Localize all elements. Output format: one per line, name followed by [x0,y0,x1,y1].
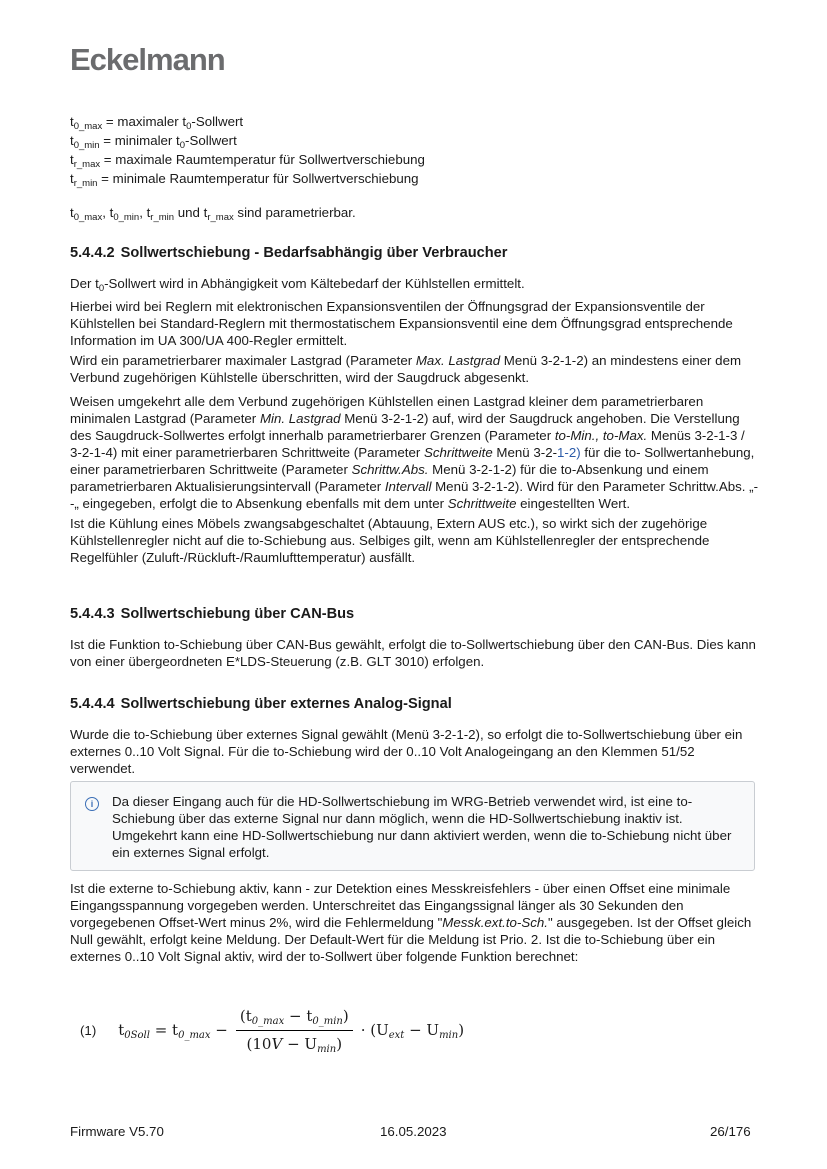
menu-link[interactable]: 1-2) [557,445,581,460]
formula-lhs: $t_{0Soll} = t_{0\_max}$ − [118,1021,228,1041]
paragraph: Hierbei wird bei Reglern mit elektronischen Expansionsventilen der Öffnungsgrad der Expansionsventile der Kühlstellen bei Standard-Reglern mit thermostatischem Expansionsventil eine dem Öffnungsgrad entsprechende Information im UA 300/UA 400-Regler ermittelt. [70,299,733,348]
text-segment: Menü 3-2-1-2) für die to-Absenkung und einem parametrierbaren Aktualisierungsintervall (Parameter [70,462,709,494]
paragraph: Der $t_0$-Sollwert wird in Abhängigkeit vom Kältebedarf der Kühlstellen ermittelt. [70,276,525,294]
note-text: Da dieser Eingang auch für die HD-Sollwertschiebung im WRG-Betrieb verwendet wird, ist eine to-Schiebung über das externe Signal nur dann möglich, wenn die HD-Sollwertschiebung inaktiv ist. Umgekehrt kann eine HD-Sollwertschiebung nur dann aktiviert werden, wenn die to-Schiebung nicht über ein externes Signal erfolgt. [112,794,732,860]
parameter-note: $t_{0\_max}$, $t_{0\_min}$, $t_{r\_min}$ und $t_{r\_max}$ sind parametrierbar. [70,205,356,223]
paragraph [70,393,760,512]
formula-number: (1) [80,1023,97,1038]
text-segment: für die to- Sollwertanhebung, einer parametrierbaren Schrittweite (Parameter [70,445,755,477]
text-segment: Menü 3-2- [492,445,558,460]
info-icon: i [85,797,99,811]
fraction: $\frac{(t_{0\_max} - t_{0\_min})}{(10V - U_{min})}$ [236,1006,353,1055]
paragraph: Wird ein parametrierbarer maximaler Lastgrad (Parameter Max. Lastgrad Menü 3-2-1-2) an mindestens einer dem Verbund zugehörigen Kühlstelle überschritten, wird der Saugdruck abgesenkt. [70,353,742,385]
text-segment: eingestellten Wert. [516,496,631,511]
footer-firmware: Firmware V5.70 [70,1124,164,1139]
formula-1 [80,1006,464,1055]
paragraph: Ist die Kühlung eines Möbels zwangsabgeschaltet (Abtauung, Extern AUS etc.), so wirkt sich der zugehörige Kühlstellenregler nicht auf die to-Schiebung aus. Selbiges gilt, wenn am Kühlstellenregler der entsprechende Regelfühler (Zuluft-/Rückluft-/Raumlufttemperatur) ausfällt. [70,516,710,565]
text-segment: Intervall [384,479,432,494]
text-segment: to-Min., to-Max. [554,428,648,443]
text-segment: Min. Lastgrad [259,411,341,426]
paragraph: Ist die externe to-Schiebung aktiv, kann - zur Detektion eines Messkreisfehlers - über einen Offset eine minimale Eingangsspannung vorgegeben werden. Unterschreitet das Eingangssignal länger als 30 Sekunden den vorgegebenen Offset-Wert minus 2%, wird die Fehlermeldung "Messk.ext.to-Sch." ausgegeben. Ist der Offset gleich Null gewählt, erfolgt keine Meldung. Der Default-Wert für die Meldung ist Prio. 2. Ist die to-Schiebung über ein externes 0..10 Volt Signal aktiv, wird der to-Sollwert über folgende Funktion berechnet: [70,881,752,964]
info-note-box [70,781,755,871]
paragraph: Wurde die to-Schiebung über externes Signal gewählt (Menü 3-2-1-2), so erfolgt die to-Sollwertschiebung über ein externes 0..10 Volt Signal. Für die to-Schiebung wird der 0..10 Volt Analogeingang an den Klemmen 51/52 verwendet. [70,727,743,776]
eckelmann-logo: Eckelmann [70,42,225,77]
footer-date: 16.05.2023 [380,1124,447,1139]
text-segment: Schrittweite [423,445,493,460]
text-segment: Menüs 3-2-1-3 / 3-2-1-4) mit einer parametrierbaren Schrittweite (Parameter [70,428,745,460]
definition-tr-max: $t_{r\_max}$ = maximale Raumtemperatur für Sollwertverschiebung [70,152,425,170]
paragraph: Ist die Funktion to-Schiebung über CAN-Bus gewählt, erfolgt die to-Sollwertschiebung über den CAN-Bus. Dies kann von einer übergeordneten E*LDS-Steuerung (z.B. GLT 3010) erfolgen. [70,637,756,669]
section-heading-5443: 5.4.4.3 Sollwertschiebung über CAN-Bus [70,606,355,622]
section-heading-5442: 5.4.4.2 Sollwertschiebung - Bedarfsabhängig über Verbraucher [70,245,508,261]
text-segment: Menü 3-2-1-2) auf, wird der Saugdruck angehoben. Die Verstellung des Saugdruck-Sollwertes erfolgt innerhalb parametrierbarer Grenzen (Parameter [70,411,740,443]
text-segment: Schrittw.Abs. [351,462,429,477]
text-segment: Schrittweite [447,496,517,511]
definition-tr-min: $t_{r\_min}$ = minimale Raumtemperatur für Sollwertverschiebung [70,171,419,189]
text-segment: Menü 3-2-1-2). Wird für den Parameter Schrittw.Abs. „--„ eingegeben, erfolgt die to Absenkung ebenfalls mit dem unter [70,479,759,511]
definition-t0-max: $t_{0\_max}$ = maximaler $t_0$-Sollwert [70,114,244,132]
footer-page-number: 26/176 [710,1124,751,1139]
text-segment: Weisen umgekehrt alle dem Verbund zugehörigen Kühlstellen einen Lastgrad kleiner dem parametrierbaren minimalen Lastgrad (Parameter [70,394,704,426]
definition-t0-min: $t_{0\_min}$ = minimaler $t_0$-Sollwert [70,133,237,151]
formula-tail: · $(U_{ext} - U_{min})$ [360,1021,465,1041]
definitions-list [70,112,760,188]
section-heading-5444: 5.4.4.4 Sollwertschiebung über externes Analog-Signal [70,696,452,712]
